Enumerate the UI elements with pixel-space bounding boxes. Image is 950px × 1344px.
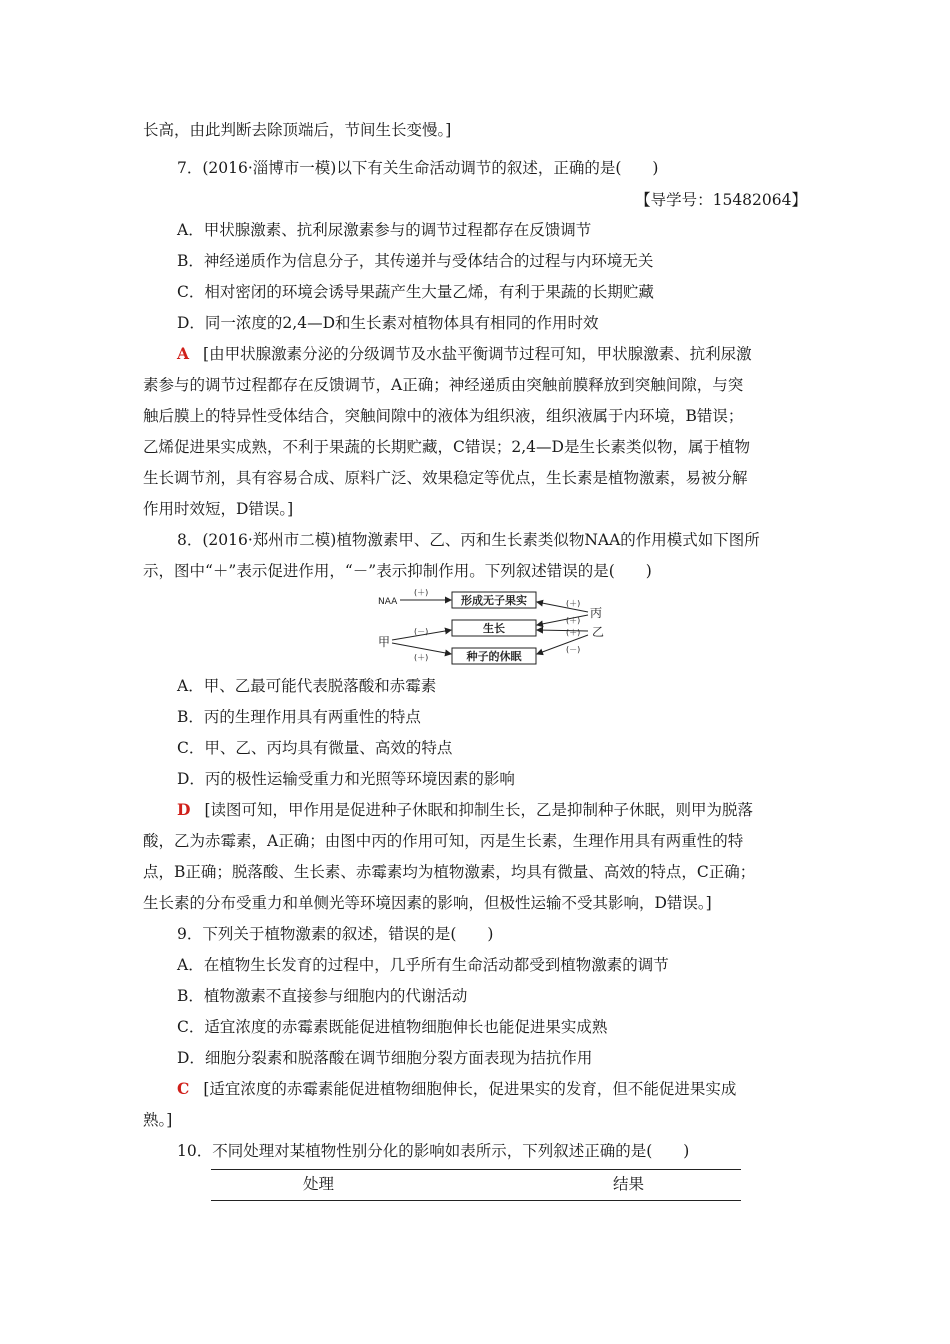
- arrow-yi-dormancy: [537, 635, 588, 654]
- hormone-action-diagram: [376, 586, 608, 666]
- q7-explain-4: 乙烯促进果实成熟，不利于果蔬的长期贮藏，C错误；2,4—D是生长素类似物，属于植物: [143, 438, 750, 456]
- q8-explain-2: 酸，乙为赤霉素，A正确；由图中丙的作用可知，丙是生长素，生理作用具有两重性的特: [143, 832, 744, 850]
- q7-option-b: B．神经递质作为信息分子，其传递并与受体结合的过程与内环境无关: [177, 252, 654, 270]
- q7-option-d: D．同一浓度的2,4—D和生长素对植物体具有相同的作用时效: [177, 314, 599, 332]
- q10-stem: 10．不同处理对某植物性别分化的影响如表所示，下列叙述正确的是( ): [177, 1142, 690, 1160]
- q8-option-a: A．甲、乙最可能代表脱落酸和赤霉素: [177, 677, 437, 695]
- arrow-yi-growth: [537, 630, 588, 631]
- q7-stem: 7．(2016·淄博市一模)以下有关生命活动调节的叙述，正确的是( ): [177, 159, 659, 177]
- q7-explain-6: 作用时效短，D错误。]: [143, 500, 294, 518]
- q8-explain-1: [读图可知，甲作用是促进种子休眠和抑制生长，乙是抑制种子休眠，则甲为脱落: [204, 801, 754, 819]
- arrow-bing-growth: [537, 615, 588, 625]
- table-header-result: 结果: [613, 1175, 645, 1193]
- q8-answer-letter: D: [177, 800, 191, 819]
- q9-answer-line-1: [177, 1079, 736, 1099]
- q7-explain-1: [由甲状腺激素分泌的分级调节及水盐平衡调节过程可知，甲状腺激素、抗利尿激: [203, 345, 752, 363]
- q9-explain-1: [适宜浓度的赤霉素能促进植物细胞伸长，促进果实的发育，但不能促进果实成: [203, 1080, 737, 1098]
- q7-answer-line-1: [177, 344, 752, 364]
- sign-yi-dormancy: (－): [566, 645, 581, 654]
- q7-explain-5: 生长调节剂，具有容易合成、原料广泛、效果稳定等优点，生长素是植物激素，易被分解: [143, 469, 748, 487]
- sign-jia-growth: (－): [414, 627, 429, 636]
- q8-answer-line-1: [177, 800, 753, 820]
- sign-yi-growth: (＋): [566, 628, 581, 637]
- box-seed-dormancy-label: 种子的休眠: [466, 650, 522, 663]
- table-header-treatment: 处理: [303, 1175, 335, 1193]
- q8-explain-3: 点，B正确；脱落酸、生长素、赤霉素均为植物激素，均具有微量、高效的特点，C正确；: [143, 863, 756, 881]
- q7-ref-number: 【导学号：15482064】: [635, 191, 807, 209]
- box-seedless-fruit-label: 形成无子果实: [461, 594, 527, 607]
- q9-option-d: D．细胞分裂素和脱落酸在调节细胞分裂方面表现为拮抗作用: [177, 1049, 593, 1067]
- table-header-rule: [211, 1200, 741, 1201]
- arrow-bing-fruit: [537, 602, 588, 612]
- q9-answer-letter: C: [177, 1079, 190, 1098]
- node-bing: 丙: [590, 606, 603, 620]
- q9-explain-2: 熟。]: [143, 1111, 173, 1129]
- q7-answer-letter: A: [177, 344, 190, 363]
- q8-option-d: D．丙的极性运输受重力和光照等环境因素的影响: [177, 770, 515, 788]
- q8-option-b: B．丙的生理作用具有两重性的特点: [177, 708, 421, 726]
- q8-stem-2: 示，图中“＋”表示促进作用，“－”表示抑制作用。下列叙述错误的是( ): [143, 562, 652, 580]
- sign-jia-dormancy: (＋): [414, 653, 429, 662]
- table-top-rule: [211, 1169, 741, 1170]
- node-jia: 甲: [378, 635, 391, 649]
- q9-option-a: A．在植物生长发育的过程中，几乎所有生命活动都受到植物激素的调节: [177, 956, 669, 974]
- q9-option-c: C．适宜浓度的赤霉素既能促进植物细胞伸长也能促进果实成熟: [177, 1018, 608, 1036]
- q7-explain-3: 触后膜上的特异性受体结合，突触间隙中的液体为组织液，组织液属于内环境，B错误；: [143, 407, 744, 425]
- node-naa: NAA: [378, 597, 398, 607]
- sign-naa-fruit: (＋): [414, 588, 429, 597]
- q8-stem-1: 8．(2016·郑州市二模)植物激素甲、乙、丙和生长素类似物NAA的作用模式如下图所: [177, 531, 760, 549]
- box-growth-label: 生长: [483, 622, 505, 635]
- sign-bing-growth: (＋): [566, 616, 581, 625]
- q7-option-a: A．甲状腺激素、抗利尿激素参与的调节过程都存在反馈调节: [177, 221, 592, 239]
- q7-option-c: C．相对密闭的环境会诱导果蔬产生大量乙烯，有利于果蔬的长期贮藏: [177, 283, 654, 301]
- q9-stem: 9．下列关于植物激素的叙述，错误的是( ): [177, 925, 494, 943]
- q6-tail-text: 长高，由此判断去除顶端后，节间生长变慢。]: [143, 121, 452, 139]
- q9-option-b: B．植物激素不直接参与细胞内的代谢活动: [177, 987, 468, 1005]
- q8-option-c: C．甲、乙、丙均具有微量、高效的特点: [177, 739, 453, 757]
- q7-explain-2: 素参与的调节过程都存在反馈调节，A正确；神经递质由突触前膜释放到突触间隙，与突: [143, 376, 744, 394]
- sign-bing-fruit: (＋): [566, 599, 581, 608]
- node-yi: 乙: [592, 625, 605, 639]
- q8-explain-4: 生长素的分布受重力和单侧光等环境因素的影响，但极性运输不受其影响，D错误。]: [143, 894, 712, 912]
